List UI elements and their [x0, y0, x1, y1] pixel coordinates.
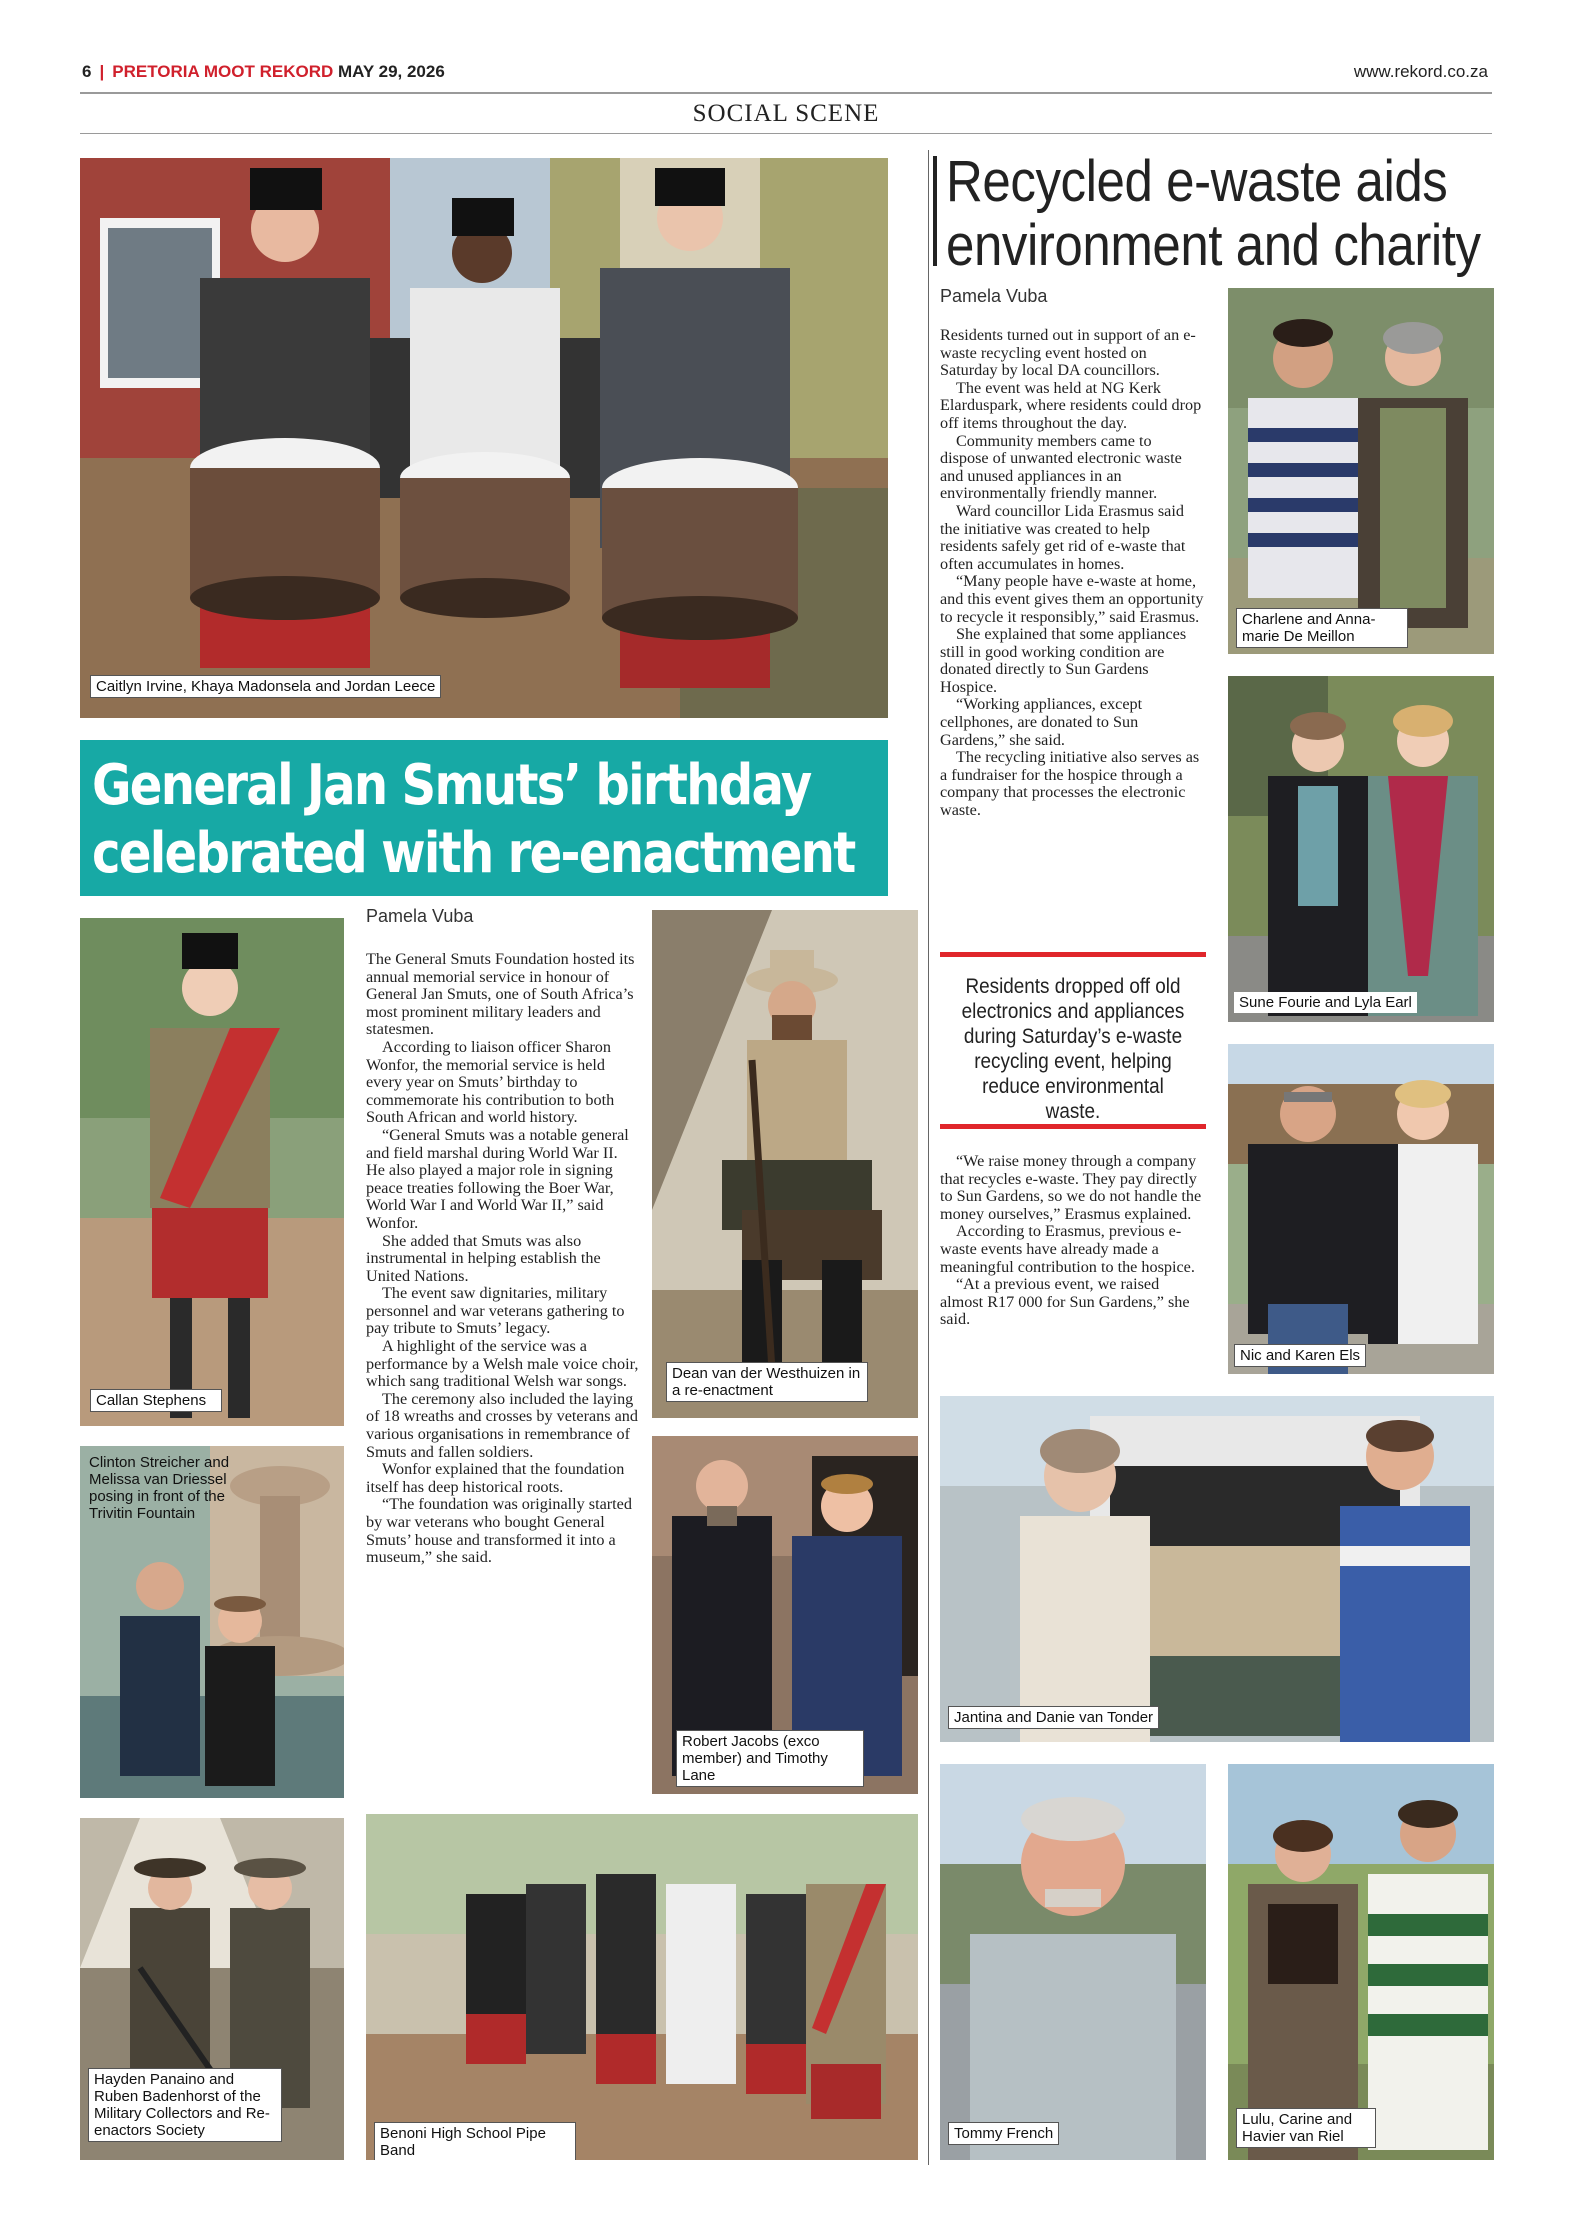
right-paragraph: Residents turned out in support of an e-waste recycling event hosted on Saturday by local DA councillors.: [940, 326, 1196, 380]
right-paragraph: “At a previous event, we raised almost R17 000 for Sun Gardens,” she said.: [940, 1275, 1190, 1329]
column-divider: [928, 150, 929, 2165]
header-separator: |: [99, 62, 105, 81]
caption-jantina: Jantina and Danie van Tonder: [948, 1706, 1159, 1729]
caption-lulu: Lulu, Carine and Havier van Riel: [1236, 2108, 1376, 2148]
header-rule: [80, 92, 1492, 94]
caption-hayden: Hayden Panaino and Ruben Badenhorst of the Military Collectors and Re-enactors Society: [88, 2068, 282, 2142]
page-header-left: [82, 62, 445, 82]
photo-tommy: [940, 1764, 1206, 2160]
right-byline: Pamela Vuba: [940, 286, 1048, 306]
left-paragraph: The ceremony also included the laying of 18 wreaths and crosses by veterans and various organisations in remembrance of Smuts and fallen soldiers.: [366, 1389, 638, 1461]
right-headline-line1: Recycled e-waste aids: [946, 149, 1448, 214]
photo-clinton: [80, 1446, 344, 1798]
photo-sune: [1228, 676, 1494, 1022]
right-paragraph: Community members came to dispose of unwanted electronic waste and unused appliances in an environmentally friendly manner.: [940, 431, 1182, 503]
right-paragraph: “Many people have e-waste at home, and this event gives them an opportunity to recycle it responsibly,” said Erasmus.: [940, 572, 1204, 626]
left-paragraph: The General Smuts Foundation hosted its annual memorial service in honour of General Jan Smuts, one of South Africa’s most prominent military leaders and statesmen.: [366, 950, 635, 1039]
section-rule: [80, 133, 1492, 134]
photo-nic: [1228, 1044, 1494, 1374]
caption-sune: Sune Fourie and Lyla Earl: [1234, 992, 1417, 1013]
left-paragraph: “General Smuts was a notable general and field marshal during World War II. He also played a major role in signing peace treaties following the Boer War, World War I and World War II,” said Wonfor.: [366, 1125, 629, 1232]
left-headline: [92, 752, 855, 888]
left-byline: Pamela Vuba: [366, 906, 474, 926]
left-headline-line2: celebrated with re-enactment: [92, 821, 855, 886]
right-paragraph: Ward councillor Lida Erasmus said the initiative was created to help residents safely get rid of e-waste that often accumulates in homes.: [940, 501, 1186, 573]
left-body: [366, 951, 640, 1567]
right-paragraph: She explained that some appliances still in good working condition are donated directly to Sun Gardens Hospice.: [940, 625, 1187, 696]
right-body-b: [940, 1153, 1204, 1329]
right-paragraph: “Working appliances, except cellphones, are donated to Sun Gardens,” she said.: [940, 695, 1143, 749]
left-paragraph: She added that Smuts was also instrumental in helping establish the United Nations.: [366, 1231, 601, 1285]
pull-quote-top-rule: [940, 952, 1206, 957]
photo-callan: [80, 918, 344, 1426]
website-link[interactable]: www.rekord.co.za: [1353, 62, 1488, 81]
page-number: 6: [82, 62, 92, 81]
left-paragraph: Wonfor explained that the foundation itself has deep historical roots.: [366, 1460, 625, 1496]
right-body-a: [940, 327, 1204, 820]
headline-accent-bar: [933, 156, 937, 266]
pull-quote-bottom-rule: [940, 1124, 1206, 1129]
caption-band: Benoni High School Pipe Band: [374, 2122, 576, 2160]
right-headline: [946, 149, 1481, 278]
photo-hayden: [80, 1818, 344, 2160]
caption-tommy: Tommy French: [948, 2122, 1059, 2145]
caption-charlene: Charlene and Anna-marie De Meillon: [1236, 608, 1408, 648]
left-headline-line1: General Jan Smuts’ birthday: [92, 753, 811, 818]
right-paragraph: The event was held at NG Kerk Elarduspark, where residents could drop off items throughout the day.: [940, 378, 1202, 432]
photo-robert: [652, 1436, 918, 1794]
left-paragraph: According to liaison officer Sharon Wonfor, the memorial service is held every year on Smuts’ birthday to commemorate his contribution to both South African and world history.: [366, 1037, 615, 1127]
issue-date: MAY 29, 2026: [337, 62, 445, 81]
right-paragraph: According to Erasmus, previous e-waste events have already made a meaningful contribution to the hospice.: [940, 1222, 1195, 1276]
left-paragraph: A highlight of the service was a performance by a Welsh male voice choir, which sang traditional Welsh war songs.: [366, 1337, 639, 1391]
right-paragraph: The recycling initiative also serves as a fundraiser for the hospice through a company that processes the electronic waste.: [940, 748, 1200, 820]
caption-callan: Callan Stephens: [90, 1389, 222, 1412]
left-paragraph: The event saw dignitaries, military personnel and war veterans gathering to pay tribute to Smuts’ legacy.: [366, 1284, 625, 1338]
publication-name: PRETORIA MOOT REKORD: [112, 62, 334, 81]
photo-drummers: [80, 158, 888, 718]
caption-dean: Dean van der Westhuizen in a re-enactment: [666, 1362, 868, 1402]
right-paragraph: “We raise money through a company that recycles e-waste. They pay directly to Sun Gardens, so we do not handle the money ourselves,” Erasmus explained.: [940, 1152, 1202, 1223]
photo-jantina: [940, 1396, 1494, 1742]
left-paragraph: “The foundation was originally started by war veterans who bought General Smuts’ house and transformed it into a museum,” she said.: [366, 1495, 632, 1567]
caption-robert: Robert Jacobs (exco member) and Timothy Lane: [676, 1730, 864, 1787]
caption-drummers: Caitlyn Irvine, Khaya Madonsela and Jordan Leece: [90, 675, 441, 698]
photo-lulu: [1228, 1764, 1494, 2160]
pull-quote: Residents dropped off old electronics and appliances during Saturday’s e-waste recycling event, helping reduce environmental waste.: [961, 975, 1185, 1123]
right-headline-line2: environment and charity: [946, 213, 1481, 278]
caption-nic: Nic and Karen Els: [1234, 1344, 1366, 1367]
photo-dean: [652, 910, 918, 1418]
caption-clinton: Clinton Streicher and Melissa van Driessel posing in front of the Trivitin Fountain: [89, 1454, 230, 1522]
section-title: SOCIAL SCENE: [692, 100, 880, 127]
photo-charlene: [1228, 288, 1494, 654]
photo-band: [366, 1814, 918, 2160]
